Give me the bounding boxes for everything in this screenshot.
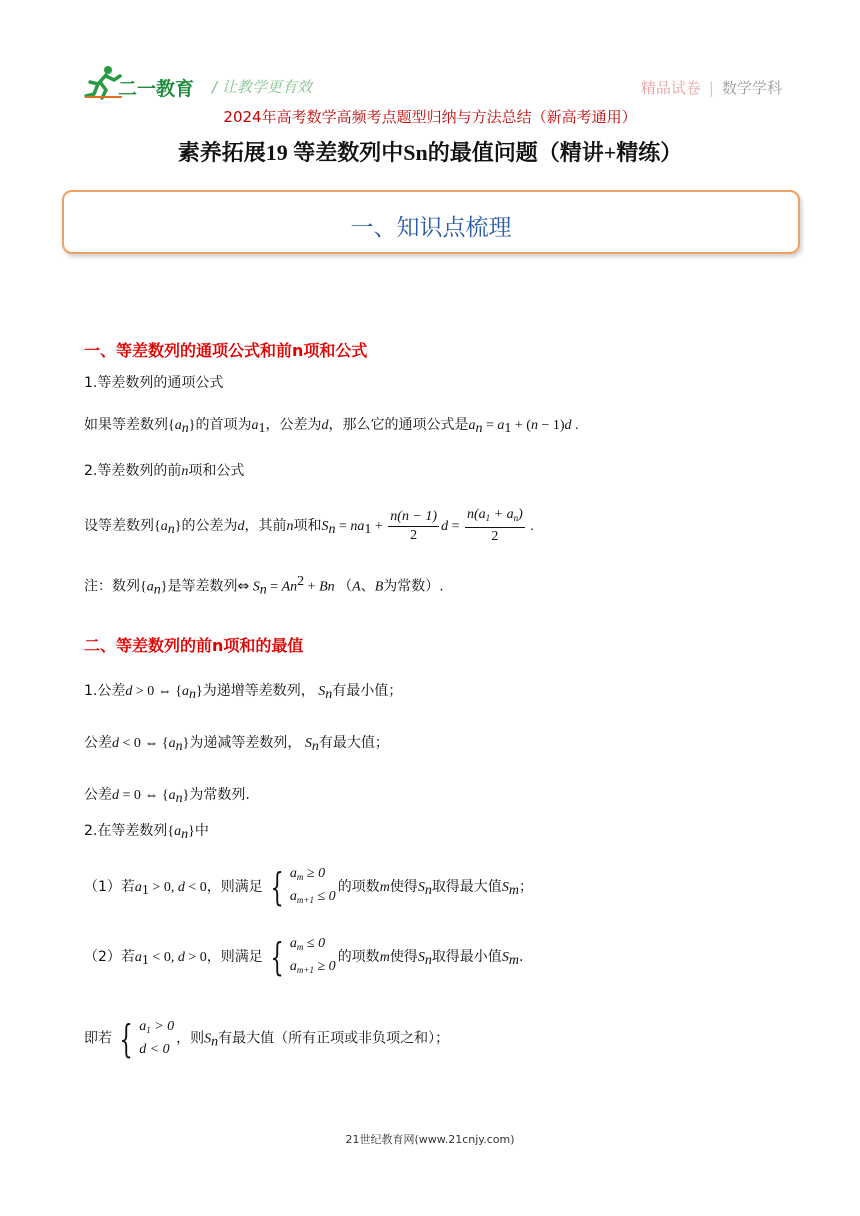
para-sum-formula-title: 2.等差数列的前n项和公式 — [84, 463, 245, 479]
footer: 21世纪教育网(www.21cnjy.com) — [345, 1133, 515, 1146]
case-2: （2）若$a_1 < 0$, d > 0，则满足 { $a_m \le 0$ $a_{m+1} \ge 0$ 的项数m使得$S_n$取得最小值$S_m$. — [84, 935, 524, 979]
tag-premium: 精品试卷 — [640, 79, 701, 97]
heading-formulas: 一、等差数列的通项公式和前n项和公式 — [84, 341, 368, 360]
para-sum-formula: 设等差数列$\{a_n\}$的公差为d，其前n项和$S_n = na_1$ + $\frac{n(n - 1)}{2}$ d = $\frac{n(a_1 + a_n)}{2}$ . — [84, 507, 534, 544]
document-title: 素养拓展19 等差数列中Sn的最值问题（精讲+精练） — [177, 140, 683, 165]
header-tag — [641, 77, 782, 98]
para-note: 注：数列$\{a_n\}$是等差数列⇔ $S_n = An^2 + Bn$ （A、B为常数）. — [84, 574, 444, 598]
tag-separator: | — [708, 79, 714, 97]
slogan: / 让教学更有效 — [212, 78, 312, 96]
case-1: （1）若$a_1 > 0$, d < 0，则满足 { $a_m \ge 0$ $a_{m+1} \le 0$ 的项数m使得$S_n$取得最大值$S_m$； — [84, 865, 533, 909]
para-in-sequence: 2.在等差数列$\{a_n\}$中 — [84, 823, 209, 842]
document-subtitle: 2024年高考数学高频考点题型归纳与方法总结（新高考通用） — [223, 108, 637, 126]
para-constant: 公差d = 0 ⇔ $\{a_n\}$为常数列. — [84, 787, 250, 806]
tag-subject: 数学学科 — [721, 79, 782, 97]
para-increasing: 1.公差d > 0 ⇔ $\{a_n\}$为递增等差数列， $S_n$有最小值； — [84, 683, 403, 702]
heading-extremum: 二、等差数列的前n项和的最值 — [84, 636, 304, 655]
para-decreasing: 公差d < 0 ⇔ $\{a_n\}$为递减等差数列， $S_n$有最大值； — [84, 735, 389, 754]
logo-text: 二一教育 — [118, 79, 195, 100]
section-title: 一、知识点梳理 — [350, 215, 512, 240]
para-general-term: 1.等差数列的通项公式 — [84, 375, 224, 391]
case-3: 即若 { $a_1 > 0$ d < 0 ，则$S_n$有最大值（所有正项或非负项之和）； — [84, 1016, 450, 1061]
para-general-term-formula: 如果等差数列$\{a_n\}$的首项为$a_1$，公差为d，那么它的通项公式是$a_n = a_1 + (n - 1)d$ . — [84, 417, 579, 436]
